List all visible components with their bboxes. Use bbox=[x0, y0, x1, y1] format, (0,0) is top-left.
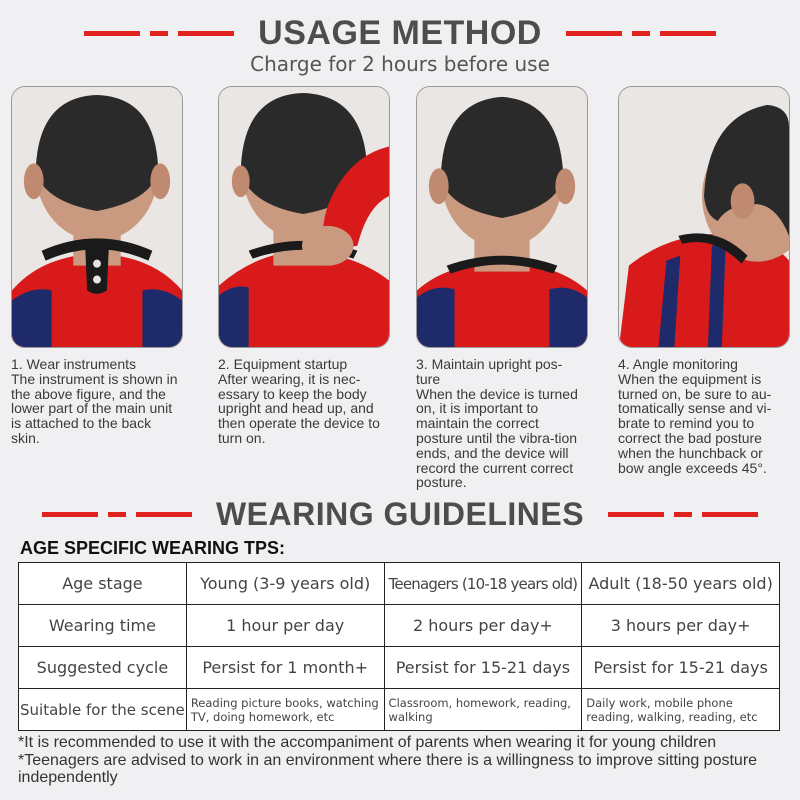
guidelines-heading-row bbox=[0, 496, 800, 533]
charge-instruction: Charge for 2 hours before use bbox=[250, 52, 550, 76]
table-cell: Suggested cycle bbox=[19, 647, 187, 689]
step-4 bbox=[618, 357, 788, 475]
step-2-text: After wearing, it is nec-essary to keep the body upright and head up, and then operate the device to turn on. bbox=[218, 370, 380, 446]
wearing-guidelines-title: WEARING GUIDELINES bbox=[215, 496, 585, 532]
footnotes bbox=[18, 734, 788, 787]
step-4-title: 4. Angle monitoring bbox=[618, 356, 738, 372]
step-2-title: 2. Equipment startup bbox=[218, 356, 348, 372]
table-row bbox=[19, 689, 780, 731]
table-cell: 1 hour per day bbox=[186, 605, 384, 647]
table-cell: Young (3-9 years old) bbox=[186, 563, 384, 605]
footnote-teenagers: *Teenagers are advised to work in an environment where there is a willingness to improve sitting posture independently bbox=[18, 751, 758, 786]
right-decor-dashes bbox=[566, 31, 716, 36]
photo-angle-monitoring bbox=[618, 86, 790, 348]
table-cell: Wearing time bbox=[19, 605, 187, 647]
left-decor-dashes bbox=[84, 31, 234, 36]
table-row bbox=[19, 605, 780, 647]
table-cell: Teenagers (10-18 years old) bbox=[384, 563, 582, 605]
table-cell: 2 hours per day+ bbox=[384, 605, 582, 647]
table-cell: Adult (18-50 years old) bbox=[582, 563, 780, 605]
table-cell: Daily work, mobile phone reading, walking, reading, etc bbox=[582, 689, 780, 731]
photo-equipment-startup bbox=[218, 86, 390, 348]
table-cell: Persist for 1 month+ bbox=[186, 647, 384, 689]
step-3-title: 3. Maintain upright pos-ture bbox=[416, 356, 563, 387]
footnote-parents: *It is recommended to use it with the accompaniment of parents when wearing it for young children bbox=[18, 734, 717, 751]
table-cell: Classroom, homework, reading, walking bbox=[384, 689, 582, 731]
table-row bbox=[19, 563, 780, 605]
table-cell: Persist for 15-21 days bbox=[582, 647, 780, 689]
step-1-text: The instrument is shown in the above figure, and the lower part of the main unit is attached to the back skin. bbox=[11, 370, 178, 446]
step-3-text: When the device is turned on, it is important to maintain the correct posture until the vibra-tion ends, and the device will record the current correct posture. bbox=[416, 385, 578, 491]
step-4-text: When the equipment is turned on, be sure to au-tomatically sense and vi-brate to remind you to correct the bad posture when the hunchback or bow angle exceeds 45°. bbox=[618, 370, 772, 476]
usage-heading-row bbox=[0, 14, 800, 53]
table-cell: Suitable for the scene bbox=[19, 689, 187, 731]
table-cell: Reading picture books, watching TV, doing homework, etc bbox=[186, 689, 384, 731]
guidelines-table bbox=[18, 562, 780, 731]
step-1-title: 1. Wear instruments bbox=[11, 356, 137, 372]
table-row bbox=[19, 647, 780, 689]
table-cell: Age stage bbox=[19, 563, 187, 605]
step-2 bbox=[218, 357, 388, 446]
photo-maintain-upright-posture bbox=[416, 86, 588, 348]
step-3 bbox=[416, 357, 586, 490]
left-decor-dashes bbox=[42, 512, 192, 517]
step-1 bbox=[11, 357, 181, 446]
photo-wear-instruments bbox=[11, 86, 183, 348]
table-cell: Persist for 15-21 days bbox=[384, 647, 582, 689]
usage-method-title: USAGE METHOD bbox=[258, 14, 542, 52]
right-decor-dashes bbox=[608, 512, 758, 517]
age-specific-subtitle: AGE SPECIFIC WEARING TPS: bbox=[20, 538, 286, 558]
table-cell: 3 hours per day+ bbox=[582, 605, 780, 647]
